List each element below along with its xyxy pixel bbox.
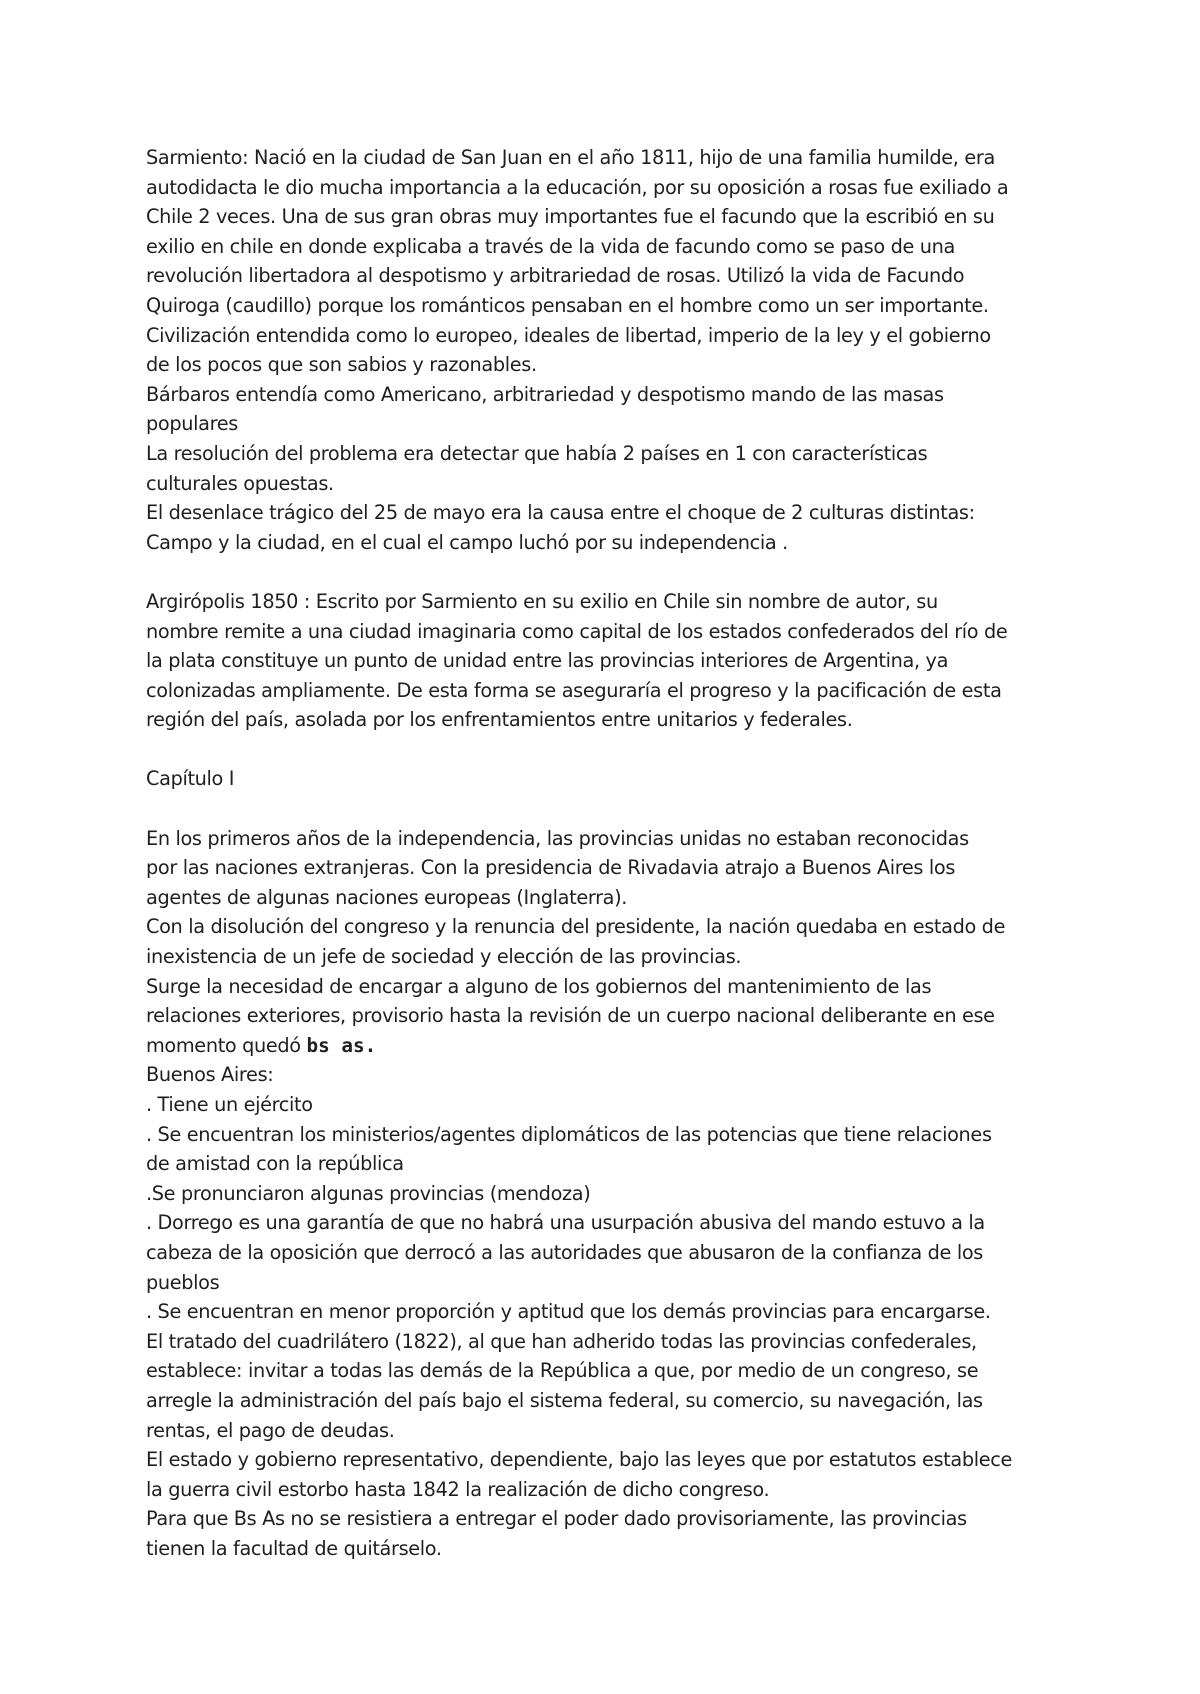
text-line: colonizadas ampliamente. De esta forma se aseguraría el progreso y la pacificación de esta <box>146 678 1002 702</box>
text-line: Civilización entendida como lo europeo, ideales de libertad, imperio de la ley y el gobierno <box>146 323 991 347</box>
text-line: cabeza de la oposición que derrocó a las autoridades que abusaron de la confianza de los <box>146 1240 983 1264</box>
text-line: populares <box>146 412 238 436</box>
text-line: arregle la administración del país bajo el sistema federal, su comercio, su navegación, las <box>146 1388 983 1412</box>
text-line: rentas, el pago de deudas. <box>146 1418 395 1442</box>
text-line: Argirópolis 1850 : Escrito por Sarmiento en su exilio en Chile sin nombre de autor, su <box>146 589 938 613</box>
text-line: pueblos <box>146 1270 220 1294</box>
text-line: Buenos Aires: <box>146 1063 274 1087</box>
text-line: autodidacta le dio mucha importancia a la educación, por su oposición a rosas fue exiliado a <box>146 175 1009 199</box>
text-line: región del país, asolada por los enfrentamientos entre unitarios y federales. <box>146 708 853 732</box>
list-item: . Se encuentran en menor proporción y aptitud que los demás provincias para encargarse. <box>146 1300 991 1324</box>
list-item: .Se pronunciaron algunas provincias (mendoza) <box>146 1181 591 1205</box>
text-line: Sarmiento: Nació en la ciudad de San Juan en el año 1811, hijo de una familia humilde, era <box>146 146 995 169</box>
text-line: la plata constituye un punto de unidad entre las provincias interiores de Argentina, ya <box>146 649 949 673</box>
text-line: La resolución del problema era detectar que había 2 países en 1 con características <box>146 441 928 465</box>
text-line: Quiroga (caudillo) porque los románticos pensaban en el hombre como un ser importante. <box>146 293 989 317</box>
paragraph-spacer <box>146 735 1066 765</box>
text-line: exilio en chile en donde explicaba a través de la vida de facundo como se paso de una <box>146 234 955 258</box>
list-item: . Se encuentran los ministerios/agentes diplomáticos de las potencias que tiene relaciones <box>146 1122 992 1146</box>
paragraph-spacer <box>146 794 1066 824</box>
text-line: Para que Bs As no se resistiera a entregar el poder dado provisoriamente, las provincias <box>146 1507 967 1531</box>
bold-text-bs-as: bs as. <box>306 1033 377 1057</box>
list-item: . Tiene un ejército <box>146 1093 313 1116</box>
text-line: Con la disolución del congreso y la renuncia del presidente, la nación quedaba en estado de <box>146 915 1006 939</box>
text-line: El estado y gobierno representativo, dependiente, bajo las leyes que por estatutos establece <box>146 1448 1013 1472</box>
text-line-momento <box>146 1031 1066 1061</box>
text-line: Surge la necesidad de encargar a alguno de los gobiernos del mantenimiento de las <box>146 974 932 998</box>
paragraph-spacer <box>146 557 1066 587</box>
text-line: El desenlace trágico del 25 de mayo era la causa entre el choque de 2 culturas distintas: <box>146 501 975 525</box>
text-line: relaciones exteriores, provisorio hasta la revisión de un cuerpo nacional deliberante en ese <box>146 1004 995 1028</box>
text-line: El tratado del cuadrilátero (1822), al que han adherido todas las provincias confederales, <box>146 1329 977 1353</box>
text-line: culturales opuestas. <box>146 471 334 495</box>
text-line: nombre remite a una ciudad imaginaria como capital de los estados confederados del río de <box>146 619 1008 643</box>
text-line: de los pocos que son sabios y razonables. <box>146 353 537 377</box>
paragraph-capitulo-i <box>146 824 1066 1564</box>
text-line: Campo y la ciudad, en el cual el campo luchó por su independencia . <box>146 530 788 554</box>
text-line: revolución libertadora al despotismo y arbitrariedad de rosas. Utilizó la vida de Facundo <box>146 264 965 288</box>
text-line: establece: invitar a todas las demás de la República a que, por medio de un congreso, se <box>146 1359 979 1383</box>
momento-text: momento quedó <box>146 1033 307 1057</box>
text-line: Chile 2 veces. Una de sus gran obras muy importantes fue el facundo que la escribió en su <box>146 205 995 229</box>
paragraph-argiropolis <box>146 587 1066 735</box>
text-line: de amistad con la república <box>146 1152 404 1176</box>
text-line: inexistencia de un jefe de sociedad y elección de las provincias. <box>146 945 742 969</box>
text-line: agentes de algunas naciones europeas (Inglaterra). <box>146 885 628 909</box>
list-item: . Dorrego es una garantía de que no habrá una usurpación abusiva del mando estuvo a la <box>146 1211 985 1235</box>
chapter-heading: Capítulo I <box>146 767 235 791</box>
paragraph-sarmiento <box>146 143 1066 557</box>
text-line: Bárbaros entendía como Americano, arbitrariedad y despotismo mando de las masas <box>146 382 944 406</box>
document-body <box>146 143 1066 1564</box>
text-line: tienen la facultad de quitárselo. <box>146 1536 442 1560</box>
text-line: la guerra civil estorbo hasta 1842 la realización de dicho congreso. <box>146 1477 770 1501</box>
text-line: por las naciones extranjeras. Con la presidencia de Rivadavia atrajo a Buenos Aires los <box>146 856 956 880</box>
text-line: En los primeros años de la independencia, las provincias unidas no estaban reconocidas <box>146 826 969 850</box>
